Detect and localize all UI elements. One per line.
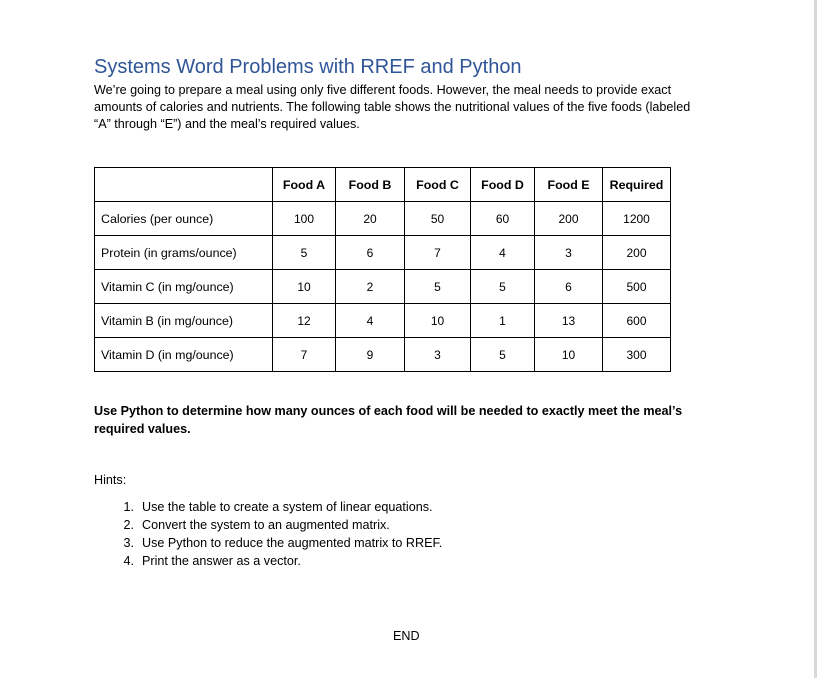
table-cell: 100 — [273, 202, 336, 236]
row-label: Vitamin D (in mg/ounce) — [95, 338, 273, 372]
table-cell: 12 — [273, 304, 336, 338]
list-item-text: Convert the system to an augmented matrix. — [142, 518, 390, 532]
column-header: Food D — [471, 168, 535, 202]
table-cell: 50 — [405, 202, 471, 236]
table-cell: 6 — [336, 236, 405, 270]
table-cell: 7 — [405, 236, 471, 270]
table-row — [95, 338, 671, 372]
end-marker: END — [393, 629, 420, 643]
table-cell: 13 — [535, 304, 603, 338]
row-label: Vitamin C (in mg/ounce) — [95, 270, 273, 304]
row-label: Vitamin B (in mg/ounce) — [95, 304, 273, 338]
hints-list — [94, 498, 442, 570]
list-item — [94, 516, 442, 534]
table-cell: 200 — [535, 202, 603, 236]
hints-label: Hints: — [94, 473, 127, 487]
table-cell: 2 — [336, 270, 405, 304]
table-cell: 600 — [603, 304, 671, 338]
intro-paragraph: We’re going to prepare a meal using only five different foods. However, the meal needs to provide exact amounts of calories and nutrients. The following table shows the nutritional values of the five foods (labeled “A” through “E”) and the meal’s required values. — [94, 83, 691, 131]
table-row — [95, 236, 671, 270]
table-row — [95, 202, 671, 236]
table-cell: 10 — [405, 304, 471, 338]
list-item-text: Use Python to reduce the augmented matrix to RREF. — [142, 536, 443, 550]
table-cell: 300 — [603, 338, 671, 372]
table-cell: 1 — [471, 304, 535, 338]
header-empty-cell — [95, 168, 273, 202]
question-paragraph: Use Python to determine how many ounces of each food will be needed to exactly meet the meal’s required values. — [94, 404, 683, 436]
row-label: Calories (per ounce) — [95, 202, 273, 236]
table-cell: 5 — [471, 338, 535, 372]
table-cell: 9 — [336, 338, 405, 372]
table-cell: 4 — [471, 236, 535, 270]
table-cell: 200 — [603, 236, 671, 270]
page-title: Systems Word Problems with RREF and Python — [94, 56, 522, 78]
list-item — [94, 534, 442, 552]
list-item-number: 4. — [123, 554, 134, 568]
table-cell: 10 — [273, 270, 336, 304]
table-cell: 5 — [471, 270, 535, 304]
table-cell: 60 — [471, 202, 535, 236]
table-row — [95, 304, 671, 338]
list-item-text: Print the answer as a vector. — [142, 554, 301, 568]
table-row — [95, 270, 671, 304]
column-header: Food B — [336, 168, 405, 202]
table-header-row — [95, 168, 671, 202]
list-item-number: 3. — [123, 536, 134, 550]
column-header: Food E — [535, 168, 603, 202]
table-cell: 4 — [336, 304, 405, 338]
row-label: Protein (in grams/ounce) — [95, 236, 273, 270]
table-cell: 10 — [535, 338, 603, 372]
column-header: Food A — [273, 168, 336, 202]
table-cell: 5 — [405, 270, 471, 304]
list-item — [94, 498, 442, 516]
list-item-number: 1. — [123, 500, 134, 514]
list-item-number: 2. — [123, 518, 134, 532]
table-cell: 5 — [273, 236, 336, 270]
table-cell: 3 — [535, 236, 603, 270]
table-cell: 3 — [405, 338, 471, 372]
table-cell: 20 — [336, 202, 405, 236]
table-cell: 6 — [535, 270, 603, 304]
nutrition-table — [94, 167, 671, 372]
column-header: Required — [603, 168, 671, 202]
table-cell: 7 — [273, 338, 336, 372]
table-cell: 500 — [603, 270, 671, 304]
column-header: Food C — [405, 168, 471, 202]
table-cell: 1200 — [603, 202, 671, 236]
list-item-text: Use the table to create a system of linear equations. — [142, 500, 433, 514]
list-item — [94, 552, 442, 570]
